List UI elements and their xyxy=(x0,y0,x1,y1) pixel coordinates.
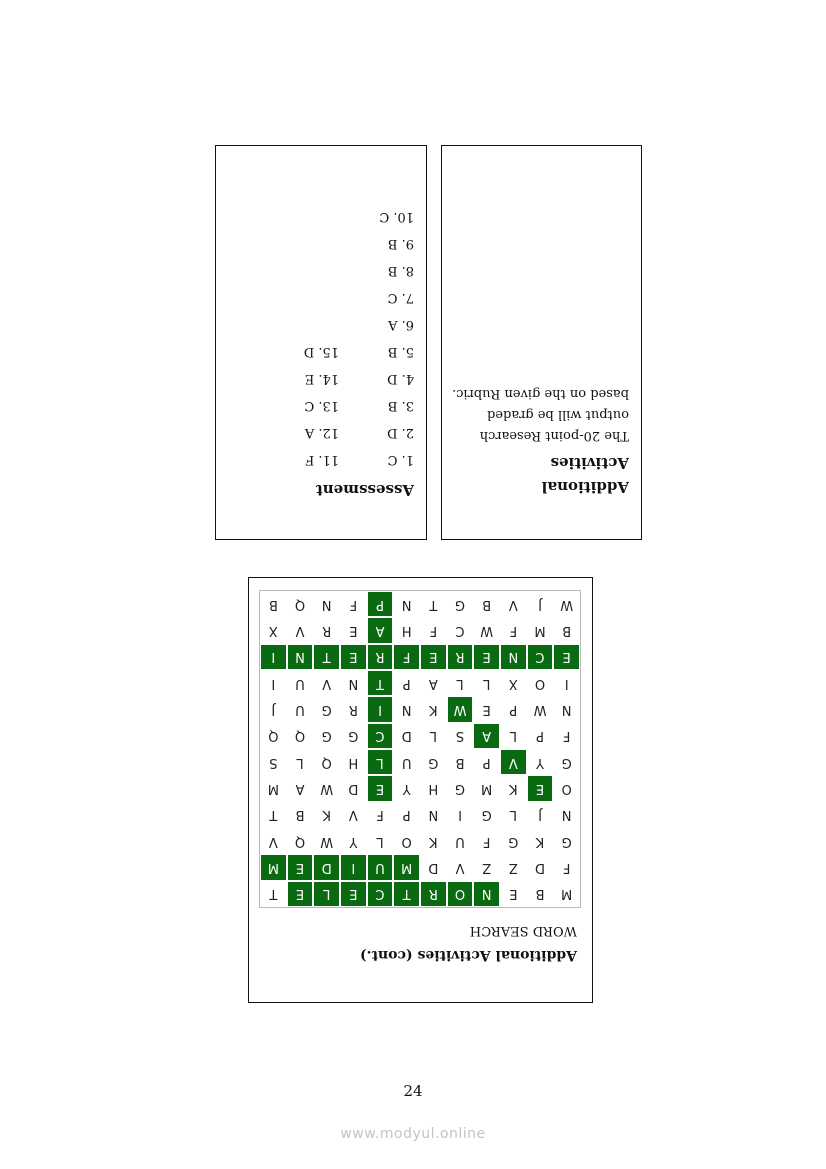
grid-cell: E xyxy=(527,775,554,801)
grid-cell: N xyxy=(401,702,412,718)
grid-cell: I xyxy=(260,644,287,670)
grid-cell: K xyxy=(322,807,331,823)
word-search-title: Additional Activities (cont.) xyxy=(359,947,577,963)
grid-cell: R xyxy=(322,623,332,639)
grid-cell: N xyxy=(561,702,572,718)
grid-cell: N xyxy=(287,644,314,670)
answer-13: 13. C xyxy=(304,398,339,413)
grid-cell: U xyxy=(401,754,412,770)
grid-cell: M xyxy=(534,623,546,639)
grid-cell: K xyxy=(535,833,545,849)
grid-cell: G xyxy=(508,833,519,849)
grid-cell: S xyxy=(269,754,278,770)
grid-cell: J xyxy=(271,702,276,718)
grid-cell: P xyxy=(402,807,411,823)
grid-cell: W xyxy=(533,702,547,718)
grid-cell: Z xyxy=(482,860,492,876)
grid-cell: N xyxy=(428,807,439,823)
grid-cell: V xyxy=(348,807,358,823)
additional-activities-title: Additional Activities xyxy=(541,454,629,496)
grid-cell: C xyxy=(367,723,394,749)
grid-cell: L xyxy=(367,749,394,775)
grid-cell: V xyxy=(455,860,465,876)
grid-cell: T xyxy=(429,596,438,612)
grid-cell: H xyxy=(401,623,412,639)
grid-cell: W xyxy=(447,696,474,722)
answer-9: 9. B xyxy=(387,236,414,251)
grid-cell: U xyxy=(295,675,305,691)
grid-cell: C xyxy=(527,644,554,670)
grid-cell: M xyxy=(260,854,287,880)
grid-cell: A xyxy=(295,781,305,797)
grid-cell: G xyxy=(454,781,466,797)
grid-cell: D xyxy=(313,854,340,880)
grid-cell: I xyxy=(458,807,462,823)
grid-cell: J xyxy=(538,596,542,612)
grid-cell: O xyxy=(534,675,546,691)
grid-cell: B xyxy=(295,807,305,823)
grid-cell: Q xyxy=(294,728,306,744)
grid-cell: O xyxy=(447,881,474,907)
grid-cell: V xyxy=(508,596,518,612)
grid-cell: F xyxy=(482,833,491,849)
grid-cell: F xyxy=(429,623,438,639)
grid-cell: Q xyxy=(321,754,332,770)
grid-cell: Q xyxy=(294,833,306,849)
grid-cell: C xyxy=(367,881,394,907)
additional-activities-body: The 20-point Research output will be graded based on the given Rubric. xyxy=(452,386,629,443)
grid-cell: F xyxy=(562,860,571,876)
grid-cell: P xyxy=(536,728,544,744)
grid-cell: I xyxy=(340,854,367,880)
grid-cell: L xyxy=(456,675,464,691)
watermark: www.modyul.online xyxy=(340,1126,486,1142)
grid-cell: L xyxy=(483,675,491,691)
grid-cell: A xyxy=(367,617,394,643)
answer-11: 11. F xyxy=(305,452,339,467)
grid-cell: O xyxy=(401,833,412,849)
grid-cell: R xyxy=(367,644,394,670)
grid-cell: I xyxy=(564,675,569,691)
grid-cell: M xyxy=(561,886,573,902)
grid-cell: K xyxy=(509,781,518,797)
answer-10: 10. C xyxy=(379,209,414,224)
grid-cell: N xyxy=(321,596,332,612)
grid-cell: E xyxy=(482,702,491,718)
grid-cell: Y xyxy=(349,833,358,849)
grid-cell: T xyxy=(269,886,278,902)
grid-cell: N xyxy=(473,881,500,907)
grid-cell: K xyxy=(429,702,438,718)
grid-cell: S xyxy=(455,728,465,744)
grid-cell: G xyxy=(561,754,572,770)
grid-cell: P xyxy=(367,591,394,617)
grid-cell: D xyxy=(428,860,439,876)
grid-cell: X xyxy=(508,675,518,691)
answer-12: 12. A xyxy=(304,425,339,440)
answer-4: 4. D xyxy=(387,371,414,386)
grid-cell: U xyxy=(295,702,305,718)
grid-cell: U xyxy=(367,854,394,880)
word-search-grid xyxy=(259,590,581,908)
assessment-title: Assessment xyxy=(315,481,414,499)
grid-cell: L xyxy=(429,728,437,744)
grid-cell: E xyxy=(420,644,447,670)
grid-cell: R xyxy=(447,644,474,670)
grid-cell: H xyxy=(348,754,359,770)
grid-cell: F xyxy=(562,728,571,744)
grid-cell: R xyxy=(420,881,447,907)
grid-cell: B xyxy=(562,623,572,639)
grid-cell: L xyxy=(296,754,304,770)
grid-cell: N xyxy=(401,596,412,612)
grid-cell: G xyxy=(321,702,332,718)
grid-cell: V xyxy=(322,675,332,691)
additional-activities-card xyxy=(441,145,642,540)
grid-cell: L xyxy=(376,833,384,849)
grid-cell: N xyxy=(500,644,527,670)
answer-5: 5. B xyxy=(387,344,414,359)
grid-cell: U xyxy=(455,833,465,849)
grid-cell: B xyxy=(535,886,545,902)
grid-cell: M xyxy=(267,781,279,797)
grid-cell: X xyxy=(268,623,278,639)
grid-cell: B xyxy=(482,596,492,612)
grid-cell: N xyxy=(561,807,572,823)
grid-cell: A xyxy=(473,723,500,749)
answer-7: 7. C xyxy=(387,290,414,305)
grid-cell: E xyxy=(473,644,500,670)
grid-cell: V xyxy=(500,749,527,775)
grid-cell: E xyxy=(340,644,367,670)
grid-cell: L xyxy=(509,807,517,823)
grid-cell: O xyxy=(561,781,572,797)
grid-cell: G xyxy=(561,833,572,849)
grid-cell: P xyxy=(402,675,411,691)
grid-cell: Q xyxy=(294,596,306,612)
grid-cell: W xyxy=(560,596,574,612)
grid-cell: G xyxy=(321,728,332,744)
grid-cell: C xyxy=(455,623,465,639)
grid-cell: P xyxy=(509,702,518,718)
grid-cell: V xyxy=(268,833,278,849)
grid-cell: Y xyxy=(402,781,411,797)
word-search-card xyxy=(248,577,593,1003)
grid-cell: E xyxy=(287,854,314,880)
grid-cell: F xyxy=(509,623,518,639)
word-search-subtitle: WORD SEARCH xyxy=(469,923,577,938)
grid-cell: B xyxy=(455,754,465,770)
grid-cell: E xyxy=(349,623,358,639)
grid-cell: T xyxy=(313,644,340,670)
grid-cell: D xyxy=(535,860,546,876)
grid-cell: E xyxy=(287,881,314,907)
assessment-card xyxy=(215,145,427,540)
grid-cell: G xyxy=(428,754,439,770)
grid-cell: G xyxy=(348,728,359,744)
grid-cell: E xyxy=(553,644,580,670)
grid-cell: I xyxy=(367,696,394,722)
grid-cell: F xyxy=(393,644,420,670)
grid-cell: A xyxy=(428,675,438,691)
grid-cell: G xyxy=(481,807,492,823)
grid-cell: B xyxy=(268,596,278,612)
grid-cell: M xyxy=(481,781,493,797)
page-number: 24 xyxy=(403,1082,423,1100)
grid-cell: L xyxy=(509,728,517,744)
grid-cell: F xyxy=(376,807,384,823)
answer-6: 6. A xyxy=(388,317,414,332)
grid-cell: T xyxy=(393,881,420,907)
answer-1: 1. C xyxy=(387,452,414,467)
grid-cell: W xyxy=(480,623,494,639)
grid-cell: G xyxy=(454,596,466,612)
grid-cell: N xyxy=(348,675,359,691)
grid-cell: E xyxy=(367,775,394,801)
grid-cell: M xyxy=(393,854,420,880)
grid-cell: K xyxy=(429,833,438,849)
grid-cell: Y xyxy=(536,754,544,770)
grid-cell: D xyxy=(401,728,412,744)
grid-cell: T xyxy=(269,807,278,823)
grid-cell: Z xyxy=(508,860,518,876)
grid-cell: F xyxy=(349,596,358,612)
grid-cell: W xyxy=(320,781,334,797)
grid-cell: H xyxy=(428,781,439,797)
grid-cell: W xyxy=(320,833,334,849)
grid-cell: J xyxy=(538,807,542,823)
answer-15: 15. D xyxy=(303,344,339,359)
grid-cell: L xyxy=(313,881,340,907)
grid-cell: Q xyxy=(268,728,279,744)
grid-cell: E xyxy=(340,881,367,907)
answer-14: 14. E xyxy=(304,371,339,386)
grid-cell: T xyxy=(367,670,394,696)
grid-cell: V xyxy=(295,623,305,639)
grid-cell: R xyxy=(348,702,358,718)
answer-8: 8. B xyxy=(387,263,414,278)
grid-cell: I xyxy=(271,675,276,691)
answer-3: 3. B xyxy=(387,398,414,413)
grid-cell: P xyxy=(482,754,491,770)
grid-cell: D xyxy=(348,781,359,797)
answer-2: 2. D xyxy=(387,425,414,440)
grid-cell: E xyxy=(509,886,518,902)
